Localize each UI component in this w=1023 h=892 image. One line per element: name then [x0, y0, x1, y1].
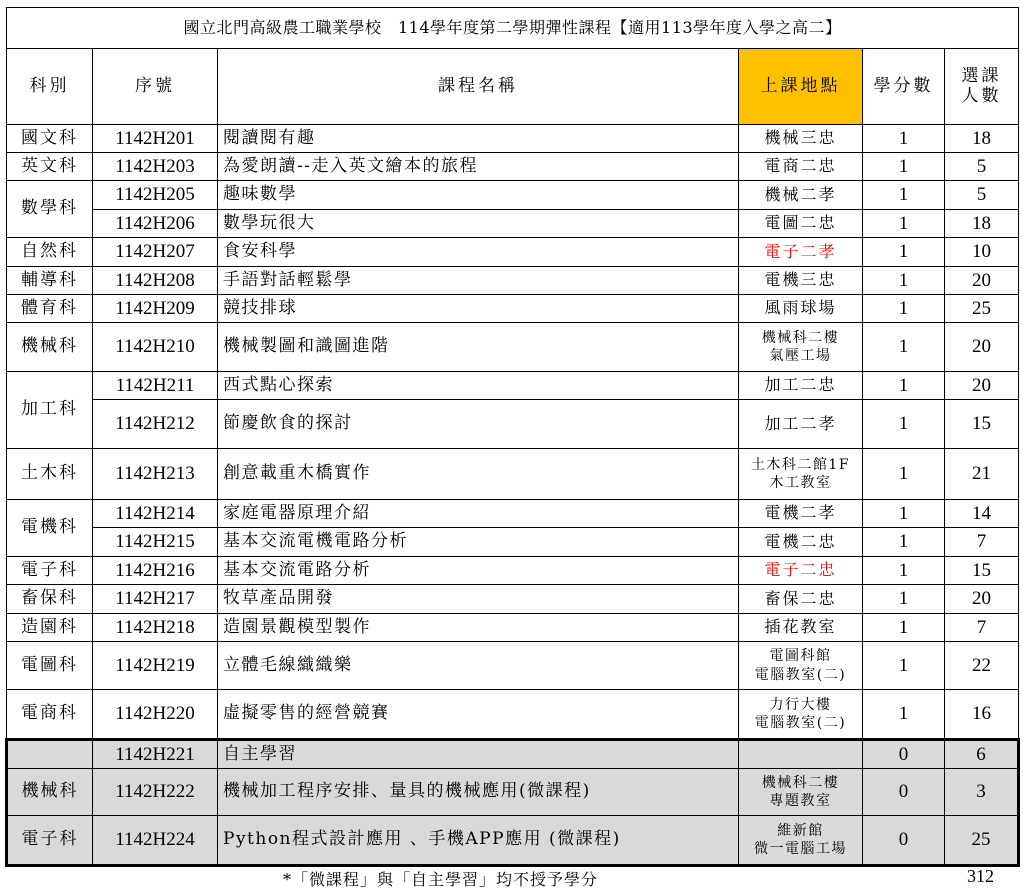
location-cell: 土木科二館1F 木工教室	[739, 449, 863, 500]
code-cell: 1142H211	[93, 372, 218, 400]
code-cell: 1142H205	[93, 181, 218, 210]
course-cell: 閱讀閱有趣	[218, 125, 739, 153]
location-cell: 插花教室	[739, 614, 863, 642]
table-row	[7, 400, 1019, 449]
course-cell: 為愛朗讀--走入英文繪本的旅程	[218, 153, 739, 181]
location-cell: 電子二忠	[739, 557, 863, 585]
location-cell: 機械科二樓 專題教室	[739, 769, 863, 816]
credits-cell: 1	[863, 614, 945, 642]
header-row	[7, 49, 1019, 125]
credits-cell: 1	[863, 372, 945, 400]
course-cell: 趣味數學	[218, 181, 739, 210]
course-cell: 造園景觀模型製作	[218, 614, 739, 642]
location-cell: 維新館 微一電腦工場	[739, 816, 863, 866]
header-credits: 學分數	[863, 49, 945, 125]
dept-cell: 電圖科	[7, 642, 93, 690]
course-cell: 節慶飲食的探討	[218, 400, 739, 449]
course-cell: Python程式設計應用 、手機APP應用 (微課程)	[218, 816, 739, 866]
location-cell: 電機三忠	[739, 267, 863, 295]
code-cell: 1142H220	[93, 690, 218, 740]
table-row	[7, 238, 1019, 267]
credits-cell: 1	[863, 449, 945, 500]
dept-cell: 機械科	[7, 323, 93, 372]
code-cell: 1142H208	[93, 267, 218, 295]
count-cell: 14	[945, 500, 1019, 528]
course-cell: 自主學習	[218, 740, 739, 769]
location-cell: 風雨球場	[739, 295, 863, 323]
course-cell: 西式點心探索	[218, 372, 739, 400]
dept-cell: 加工科	[7, 372, 93, 449]
count-cell: 5	[945, 153, 1019, 181]
credits-cell: 1	[863, 238, 945, 267]
dept-cell	[7, 740, 93, 769]
dept-cell: 電機科	[7, 500, 93, 557]
table-row	[7, 769, 1019, 816]
credits-cell: 1	[863, 557, 945, 585]
table-row	[7, 267, 1019, 295]
course-table	[5, 7, 1020, 867]
total-count: 312	[967, 866, 994, 886]
course-cell: 手語對話輕鬆學	[218, 267, 739, 295]
credits-cell: 1	[863, 323, 945, 372]
table-row	[7, 816, 1019, 866]
location-cell: 力行大樓 電腦教室(二)	[739, 690, 863, 740]
course-cell: 食安科學	[218, 238, 739, 267]
count-cell: 20	[945, 372, 1019, 400]
count-cell: 15	[945, 557, 1019, 585]
header-code: 序號	[93, 49, 218, 125]
code-cell: 1142H216	[93, 557, 218, 585]
dept-cell: 英文科	[7, 153, 93, 181]
location-cell: 電商二忠	[739, 153, 863, 181]
table-row	[7, 642, 1019, 690]
count-cell: 20	[945, 267, 1019, 295]
code-cell: 1142H222	[93, 769, 218, 816]
table-row	[7, 585, 1019, 614]
count-cell: 25	[945, 295, 1019, 323]
credits-cell: 0	[863, 740, 945, 769]
credits-cell: 1	[863, 181, 945, 210]
count-cell: 7	[945, 528, 1019, 557]
credits-cell: 1	[863, 585, 945, 614]
credits-cell: 1	[863, 125, 945, 153]
header-course: 課程名稱	[218, 49, 739, 125]
credits-cell: 1	[863, 642, 945, 690]
dept-cell: 電商科	[7, 690, 93, 740]
count-cell: 7	[945, 614, 1019, 642]
table-row	[7, 500, 1019, 528]
dept-cell: 機械科	[7, 769, 93, 816]
table-row	[7, 372, 1019, 400]
count-cell: 20	[945, 585, 1019, 614]
credits-cell: 1	[863, 400, 945, 449]
header-enrollment: 選課 人數	[945, 49, 1019, 125]
credits-cell: 1	[863, 295, 945, 323]
count-cell: 3	[945, 769, 1019, 816]
count-cell: 5	[945, 181, 1019, 210]
course-cell: 牧草產品開發	[218, 585, 739, 614]
credits-cell: 1	[863, 500, 945, 528]
table-row	[7, 210, 1019, 238]
table-row	[7, 557, 1019, 585]
code-cell: 1142H217	[93, 585, 218, 614]
location-cell	[739, 740, 863, 769]
course-cell: 基本交流電路分析	[218, 557, 739, 585]
dept-cell: 輔導科	[7, 267, 93, 295]
count-cell: 6	[945, 740, 1019, 769]
credits-cell: 1	[863, 690, 945, 740]
course-cell: 創意載重木橋實作	[218, 449, 739, 500]
location-cell: 機械二孝	[739, 181, 863, 210]
code-cell: 1142H215	[93, 528, 218, 557]
table-row	[7, 153, 1019, 181]
table-row	[7, 690, 1019, 740]
code-cell: 1142H201	[93, 125, 218, 153]
code-cell: 1142H203	[93, 153, 218, 181]
course-cell: 機械製圖和識圖進階	[218, 323, 739, 372]
course-cell: 虛擬零售的經營競賽	[218, 690, 739, 740]
dept-cell: 造園科	[7, 614, 93, 642]
code-cell: 1142H206	[93, 210, 218, 238]
location-cell: 加工二忠	[739, 372, 863, 400]
location-cell: 畜保二忠	[739, 585, 863, 614]
count-cell: 15	[945, 400, 1019, 449]
count-cell: 22	[945, 642, 1019, 690]
dept-cell: 畜保科	[7, 585, 93, 614]
table-row	[7, 125, 1019, 153]
dept-cell: 國文科	[7, 125, 93, 153]
dept-cell: 體育科	[7, 295, 93, 323]
count-cell: 16	[945, 690, 1019, 740]
location-cell: 加工二孝	[739, 400, 863, 449]
code-cell: 1142H210	[93, 323, 218, 372]
location-cell: 電機二孝	[739, 500, 863, 528]
count-cell: 18	[945, 125, 1019, 153]
location-cell: 電機二忠	[739, 528, 863, 557]
location-cell: 電子二孝	[739, 238, 863, 267]
table-row	[7, 181, 1019, 210]
table-row	[7, 528, 1019, 557]
count-cell: 10	[945, 238, 1019, 267]
location-cell: 電圖科館 電腦教室(二)	[739, 642, 863, 690]
course-cell: 數學玩很大	[218, 210, 739, 238]
location-cell: 機械科二樓 氣壓工場	[739, 323, 863, 372]
footnote: *「微課程」與「自主學習」均不授予學分	[283, 870, 599, 889]
credits-cell: 0	[863, 769, 945, 816]
course-cell: 立體毛線織織樂	[218, 642, 739, 690]
table-row	[7, 449, 1019, 500]
table-row	[7, 614, 1019, 642]
code-cell: 1142H207	[93, 238, 218, 267]
code-cell: 1142H219	[93, 642, 218, 690]
code-cell: 1142H213	[93, 449, 218, 500]
header-dept: 科別	[7, 49, 93, 125]
course-cell: 機械加工程序安排、量具的機械應用(微課程)	[218, 769, 739, 816]
course-cell: 競技排球	[218, 295, 739, 323]
location-cell: 電圖二忠	[739, 210, 863, 238]
credits-cell: 1	[863, 210, 945, 238]
table-title: 國立北門高級農工職業學校 114學年度第二學期彈性課程【適用113學年度入學之高二】	[7, 8, 1019, 49]
credits-cell: 1	[863, 267, 945, 295]
count-cell: 18	[945, 210, 1019, 238]
code-cell: 1142H214	[93, 500, 218, 528]
dept-cell: 自然科	[7, 238, 93, 267]
course-cell: 基本交流電機電路分析	[218, 528, 739, 557]
table-row	[7, 323, 1019, 372]
count-cell: 25	[945, 816, 1019, 866]
dept-cell: 電子科	[7, 816, 93, 866]
count-cell: 20	[945, 323, 1019, 372]
table-row	[7, 295, 1019, 323]
table-row	[7, 740, 1019, 769]
dept-cell: 數學科	[7, 181, 93, 238]
credits-cell: 0	[863, 816, 945, 866]
code-cell: 1142H218	[93, 614, 218, 642]
code-cell: 1142H209	[93, 295, 218, 323]
count-cell: 21	[945, 449, 1019, 500]
code-cell: 1142H212	[93, 400, 218, 449]
code-cell: 1142H224	[93, 816, 218, 866]
credits-cell: 1	[863, 528, 945, 557]
code-cell: 1142H221	[93, 740, 218, 769]
course-cell: 家庭電器原理介紹	[218, 500, 739, 528]
header-location: 上課地點	[739, 49, 863, 125]
dept-cell: 土木科	[7, 449, 93, 500]
credits-cell: 1	[863, 153, 945, 181]
location-cell: 機械三忠	[739, 125, 863, 153]
dept-cell: 電子科	[7, 557, 93, 585]
